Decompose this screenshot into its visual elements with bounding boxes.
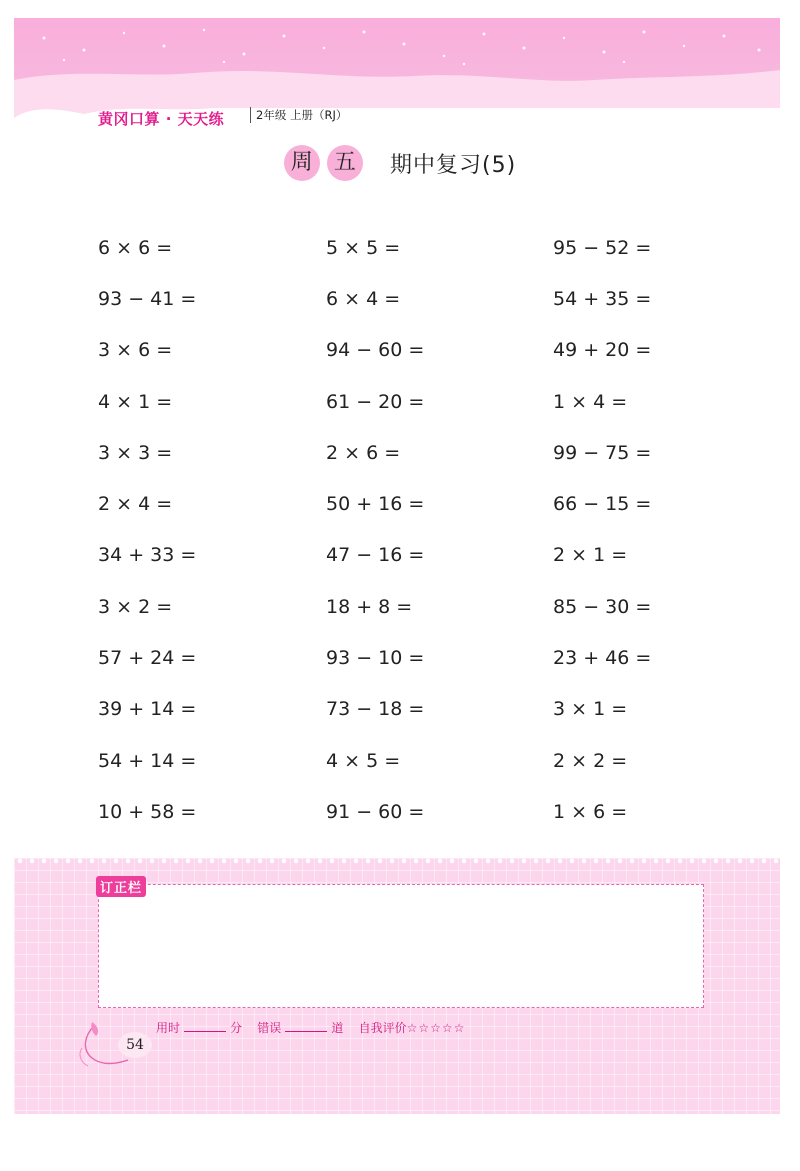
perforation-dots [14,858,780,864]
problem-item: 5 × 5 = [326,236,401,259]
problem-item: 85 − 30 = [553,595,652,618]
problem-item: 93 − 41 = [98,287,197,310]
time-label: 用时 [156,1021,181,1035]
problem-row [98,632,718,683]
problem-item: 3 × 1 = [553,698,628,721]
problem-item: 54 + 14 = [98,749,197,772]
problem-item: 3 × 3 = [98,441,173,464]
brand-logo-text: 黄冈口算 · 天天练 [98,110,225,128]
problem-item: 66 − 15 = [553,493,652,516]
problem-item: 95 − 52 = [553,236,652,259]
problem-item: 6 × 4 = [326,287,401,310]
problem-item: 2 × 2 = [553,749,628,772]
footer-stats [156,1019,465,1036]
problem-item: 2 × 4 = [98,493,173,516]
page-title [0,145,800,185]
correction-section [14,858,780,1114]
problem-item: 1 × 6 = [553,800,628,823]
page-number: 54 [118,1032,152,1058]
problem-item: 47 − 16 = [326,544,425,567]
problem-row [98,427,718,478]
self-eval-label: 自我评价 [358,1021,407,1035]
error-label: 错误 [257,1021,282,1035]
problem-item: 3 × 6 = [98,339,173,362]
problem-item: 99 − 75 = [553,441,652,464]
problem-item: 93 − 10 = [326,647,425,670]
problem-item: 34 + 33 = [98,544,197,567]
problem-item: 57 + 24 = [98,647,197,670]
problem-item: 54 + 35 = [553,287,652,310]
problem-grid [98,222,718,838]
grade-label: 2年级 上册（RJ） [250,107,347,123]
time-blank[interactable] [184,1019,226,1032]
correction-box[interactable] [98,884,704,1008]
problem-row [98,222,718,273]
error-blank[interactable] [285,1019,327,1032]
rating-stars-icon[interactable]: ☆☆☆☆☆ [406,1021,466,1035]
correction-label: 订正栏 [96,876,146,897]
minute-label: 分 [230,1021,243,1035]
problem-item: 6 × 6 = [98,236,173,259]
problem-row [98,273,718,324]
question-label: 道 [331,1021,344,1035]
problem-item: 3 × 2 = [98,595,173,618]
problem-item: 4 × 5 = [326,749,401,772]
problem-row [98,478,718,529]
problem-row [98,376,718,427]
problem-row [98,786,718,837]
day-circle-1: 周 [284,145,320,181]
problem-item: 10 + 58 = [98,800,197,823]
problem-item: 91 − 60 = [326,800,425,823]
day-circle-2: 五 [327,145,363,181]
problem-row [98,530,718,581]
problem-item: 23 + 46 = [553,647,652,670]
problem-row [98,325,718,376]
problem-item: 61 − 20 = [326,390,425,413]
problem-item: 2 × 1 = [553,544,628,567]
problem-item: 73 − 18 = [326,698,425,721]
problem-item: 18 + 8 = [326,595,413,618]
problem-item: 39 + 14 = [98,698,197,721]
problem-item: 94 − 60 = [326,339,425,362]
problem-item: 1 × 4 = [553,390,628,413]
problem-item: 2 × 6 = [326,441,401,464]
header-banner [14,18,780,130]
title-text: 期中复习(5) [390,152,517,178]
problem-item: 49 + 20 = [553,339,652,362]
problem-row [98,581,718,632]
problem-item: 4 × 1 = [98,390,173,413]
problem-row [98,684,718,735]
problem-item: 50 + 16 = [326,493,425,516]
problem-row [98,735,718,786]
